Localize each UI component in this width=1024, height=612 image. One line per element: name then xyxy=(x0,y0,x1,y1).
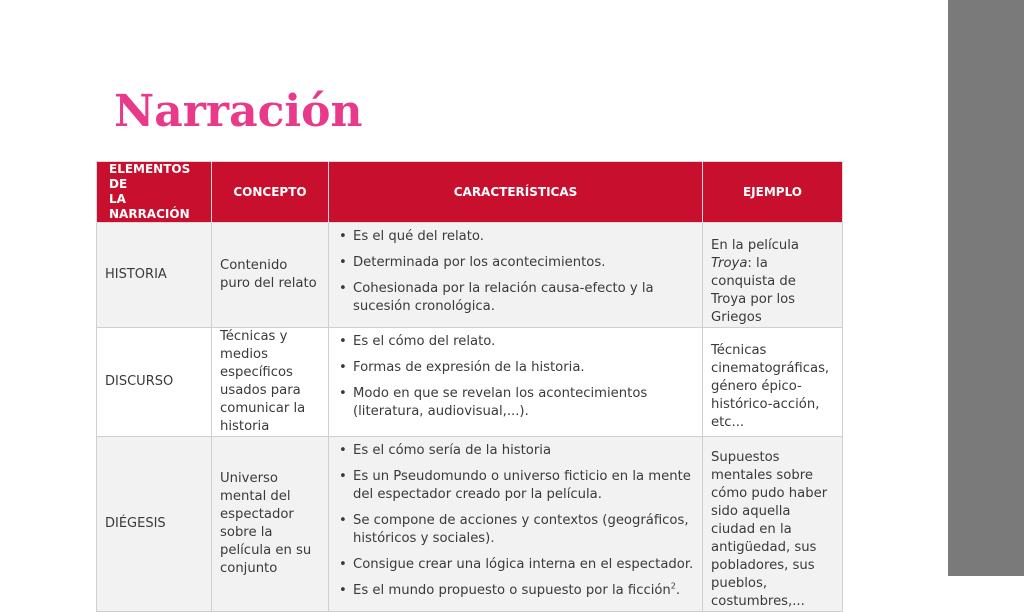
example-cell: Técnicas cinematográficas, género épico-histórico-acción, etc... xyxy=(703,328,843,437)
list-item: • Determinada por los acontecimientos. xyxy=(335,254,696,272)
table-row xyxy=(97,223,843,328)
list-item: • Formas de expresión de la historia. xyxy=(335,359,696,377)
concept-cell: Técnicas y medios específicos usados para comunicar la historia xyxy=(212,328,329,437)
list-item: • Consigue crear una lógica interna en el espectador. xyxy=(335,556,696,574)
example-movie-title: Troya xyxy=(711,256,748,271)
example-text-pre: En la película xyxy=(711,238,799,253)
list-item: • Es un Pseudomundo o universo ficticio en la mente del espectador creado por la película. xyxy=(335,468,696,504)
header-elementos-line1: ELEMENTOS DE xyxy=(109,162,191,191)
header-elementos-line2: LA NARRACIÓN xyxy=(109,192,190,221)
concept-cell: Contenido puro del relato xyxy=(212,223,329,328)
list-item: • Es el cómo del relato. xyxy=(335,333,696,351)
list-item-text: Es el mundo propuesto o supuesto por la ficción xyxy=(353,583,671,598)
page-title: Narración xyxy=(114,86,363,137)
list-item: • Es el cómo sería de la historia xyxy=(335,442,696,460)
characteristics-cell xyxy=(329,328,703,437)
characteristics-cell xyxy=(329,223,703,328)
element-cell: DIÉGESIS xyxy=(97,437,212,612)
example-cell xyxy=(703,223,843,328)
list-item: • Modo en que se revelan los acontecimientos (literatura, audiovisual,...). xyxy=(335,385,696,421)
header-elementos xyxy=(97,162,212,223)
characteristics-list xyxy=(335,442,696,600)
side-bar xyxy=(948,0,1024,576)
table-row xyxy=(97,437,843,612)
header-caracteristicas: CARACTERÍSTICAS xyxy=(329,162,703,223)
element-cell: DISCURSO xyxy=(97,328,212,437)
characteristics-cell xyxy=(329,437,703,612)
header-concepto: CONCEPTO xyxy=(212,162,329,223)
list-item xyxy=(335,582,696,600)
list-item: • Se compone de acciones y contextos (geográficos, históricos y sociales). xyxy=(335,512,696,548)
list-item: • Es el qué del relato. xyxy=(335,228,696,246)
characteristics-list xyxy=(335,333,696,421)
table-row xyxy=(97,328,843,437)
table-header-row xyxy=(97,162,843,223)
list-item: • Cohesionada por la relación causa-efecto y la sucesión cronológica. xyxy=(335,280,696,316)
characteristics-list xyxy=(335,228,696,316)
narration-table xyxy=(96,161,843,612)
header-ejemplo: EJEMPLO xyxy=(703,162,843,223)
example-cell: Supuestos mentales sobre cómo pudo haber sido aquella ciudad en la antigüedad, sus pobladores, sus pueblos, costumbres,... xyxy=(703,437,843,612)
concept-cell: Universo mental del espectador sobre la película en su conjunto xyxy=(212,437,329,612)
footnote-marker: 2 xyxy=(670,581,676,591)
example-text-post: : la conquista de Troya por los Griegos xyxy=(711,256,796,325)
list-item-end: . xyxy=(675,583,681,598)
element-cell: HISTORIA xyxy=(97,223,212,328)
